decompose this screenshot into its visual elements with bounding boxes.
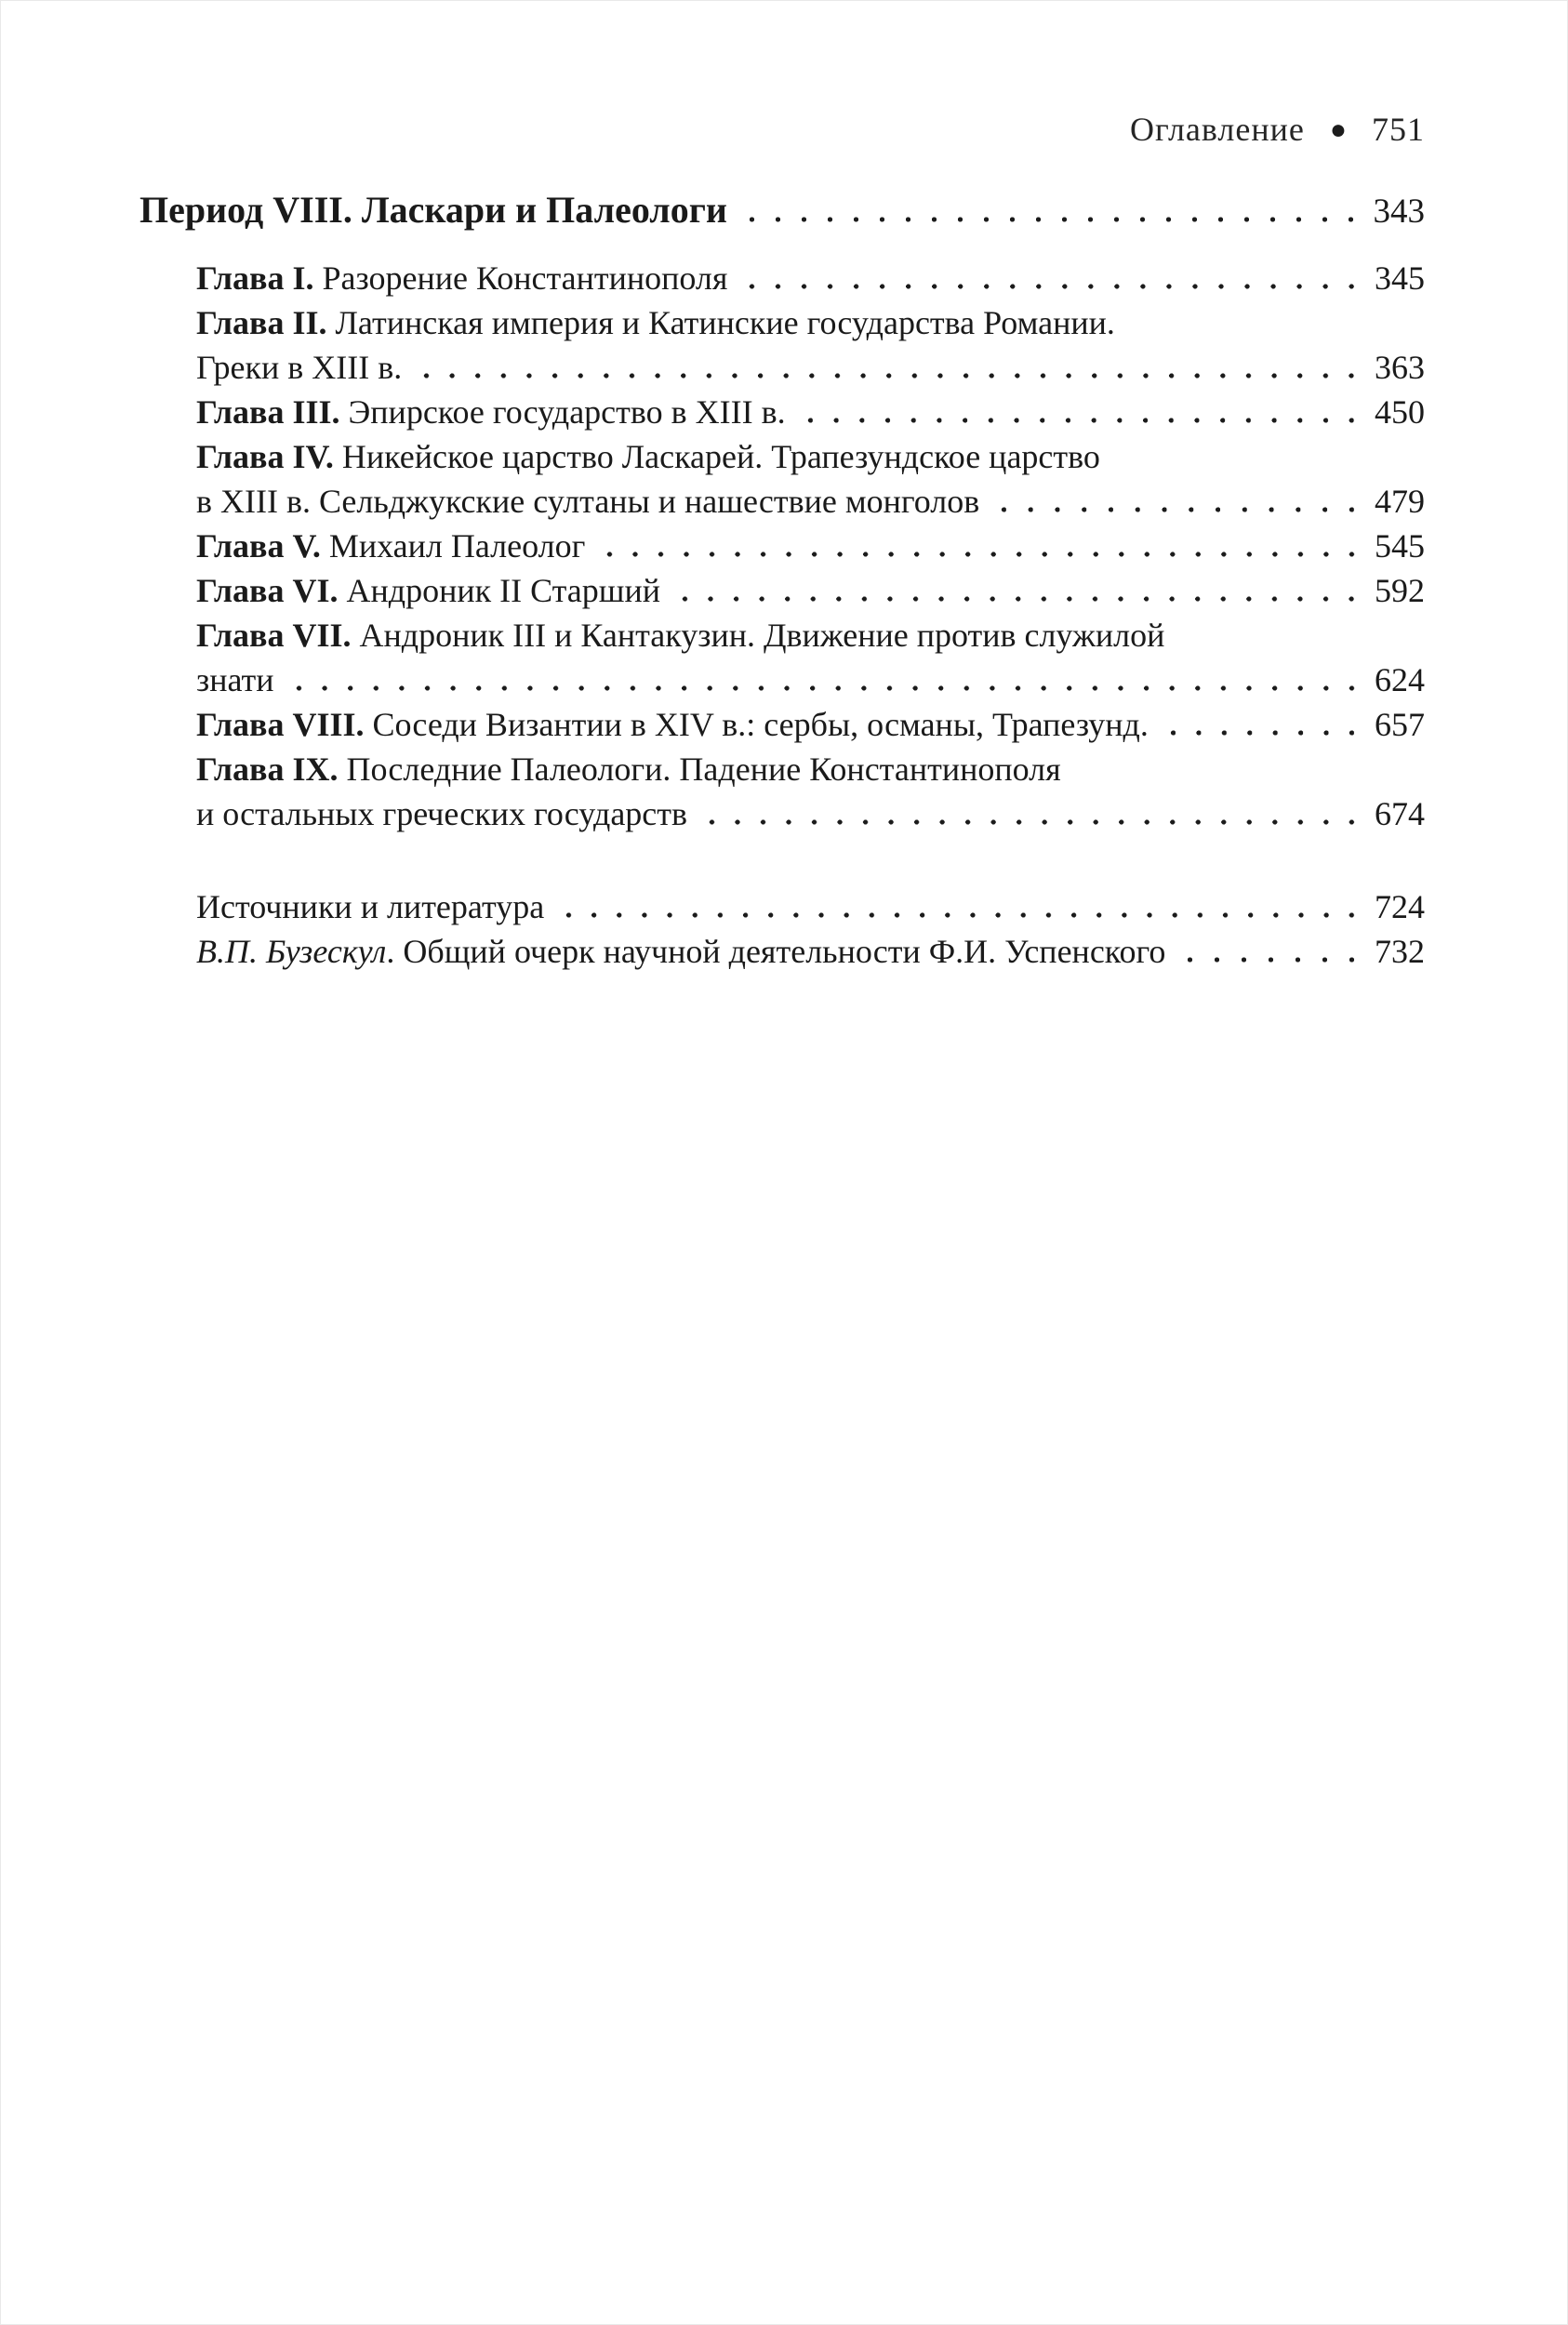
toc-entry-text: в XIII в. Сельджукские султаны и нашествие монголов <box>196 483 980 520</box>
toc-entry-text: Глава V. Михаил Палеолог <box>196 527 586 565</box>
toc-entry <box>196 613 1425 702</box>
toc-entry-prefix: Глава VIII. <box>196 706 365 743</box>
toc-entry-prefix: Глава II. <box>196 304 327 341</box>
dot-leader <box>597 551 1364 557</box>
toc-entry-line <box>196 479 1425 524</box>
toc-entry-line <box>196 390 1425 434</box>
toc-entry-line: Глава IX. Последние Палеологи. Падение Константинополя <box>196 751 1061 788</box>
toc-chapter-list <box>196 256 1425 836</box>
toc-page-number: 724 <box>1375 888 1425 925</box>
running-head-page-number: 751 <box>1372 111 1425 148</box>
dot-leader <box>414 373 1364 379</box>
running-head <box>1130 109 1425 153</box>
toc-entry <box>196 929 1425 974</box>
toc-entry <box>196 524 1425 568</box>
toc-entry-line: Глава II. Латинская империя и Катинские государства Романии. <box>196 304 1115 341</box>
toc-entry-line <box>196 524 1425 568</box>
toc-entry-prefix: Глава IV. <box>196 438 334 475</box>
toc-page-number: 732 <box>1375 933 1425 970</box>
toc-entry <box>196 568 1425 613</box>
toc-entry-text: знати <box>196 661 274 698</box>
dot-leader <box>798 418 1364 423</box>
dot-leader <box>286 685 1364 691</box>
toc-entry-prefix: Глава I. <box>196 259 314 297</box>
toc-entry-text: Источники и литература <box>196 888 545 925</box>
toc-entry-period <box>140 188 1425 234</box>
toc-entry-prefix: Глава VI. <box>196 572 339 609</box>
toc-page-number: 450 <box>1375 393 1425 431</box>
toc-entry-line <box>196 345 1425 390</box>
toc-entry-prefix: Глава VII. <box>196 617 352 654</box>
toc-entry-text: Глава VI. Андроник II Старший <box>196 572 661 609</box>
toc-page-number: 624 <box>1375 661 1425 698</box>
dot-leader <box>672 596 1364 602</box>
toc-entry <box>196 747 1425 836</box>
toc-back-matter-list <box>196 884 1425 974</box>
toc-entry-prefix: Глава V. <box>196 527 321 565</box>
dot-leader <box>739 284 1364 289</box>
toc-page-number: 545 <box>1375 527 1425 565</box>
toc-entry <box>196 702 1425 747</box>
dot-leader <box>739 217 1363 222</box>
toc-entry <box>196 256 1425 300</box>
dot-leader <box>699 819 1364 825</box>
toc-entry-text: Глава III. Эпирское государство в XIII в. <box>196 393 786 431</box>
toc-entry-line <box>196 791 1425 836</box>
toc-entry-line: Глава IV. Никейское царство Ласкарей. Трапезундское царство <box>196 438 1100 475</box>
toc-page-number: 674 <box>1375 795 1425 832</box>
toc-entry <box>196 300 1425 390</box>
dot-leader <box>991 507 1364 512</box>
toc-entry-text: Период VIII. Ласкари и Палеологи <box>140 189 727 231</box>
toc-entry <box>196 434 1425 524</box>
toc-page-number: 657 <box>1375 706 1425 743</box>
toc-entry-text: Греки в XIII в. <box>196 349 403 386</box>
toc-entry-author: В.П. Бузескул <box>196 933 387 970</box>
toc-entry-text: и остальных греческих государств <box>196 795 688 832</box>
toc-entry-line <box>196 568 1425 613</box>
toc-page-number: 592 <box>1375 572 1425 609</box>
toc-entry-text: Глава VIII. Соседи Византии в XIV в.: сербы, османы, Трапезунд. <box>196 706 1149 743</box>
dot-leader <box>1177 957 1364 963</box>
toc-entry-prefix: Глава III. <box>196 393 340 431</box>
table-of-contents <box>140 188 1425 974</box>
toc-entry-prefix: Глава IX. <box>196 751 339 788</box>
toc-entry-line: Глава VII. Андроник III и Кантакузин. Движение против служилой <box>196 617 1165 654</box>
toc-entry-line <box>196 256 1425 300</box>
toc-entry-line <box>196 884 1425 929</box>
dot-leader <box>556 912 1364 918</box>
toc-entry-text: В.П. Бузескул. Общий очерк научной деятельности Ф.И. Успенского <box>196 933 1166 970</box>
dot-leader <box>1161 730 1364 736</box>
toc-page-number: 479 <box>1375 483 1425 520</box>
toc-page-number: 345 <box>1375 259 1425 297</box>
toc-entry-line <box>196 702 1425 747</box>
toc-entry-text: Глава I. Разорение Константинополя <box>196 259 728 297</box>
toc-entry <box>196 884 1425 929</box>
toc-page-number: 343 <box>1373 193 1425 231</box>
toc-entry <box>196 390 1425 434</box>
toc-entry-line <box>196 929 1425 974</box>
running-head-title: Оглавление <box>1130 111 1305 148</box>
bullet-separator-icon: ● <box>1329 114 1347 145</box>
toc-entry-line <box>196 658 1425 702</box>
toc-page-number: 363 <box>1375 349 1425 386</box>
